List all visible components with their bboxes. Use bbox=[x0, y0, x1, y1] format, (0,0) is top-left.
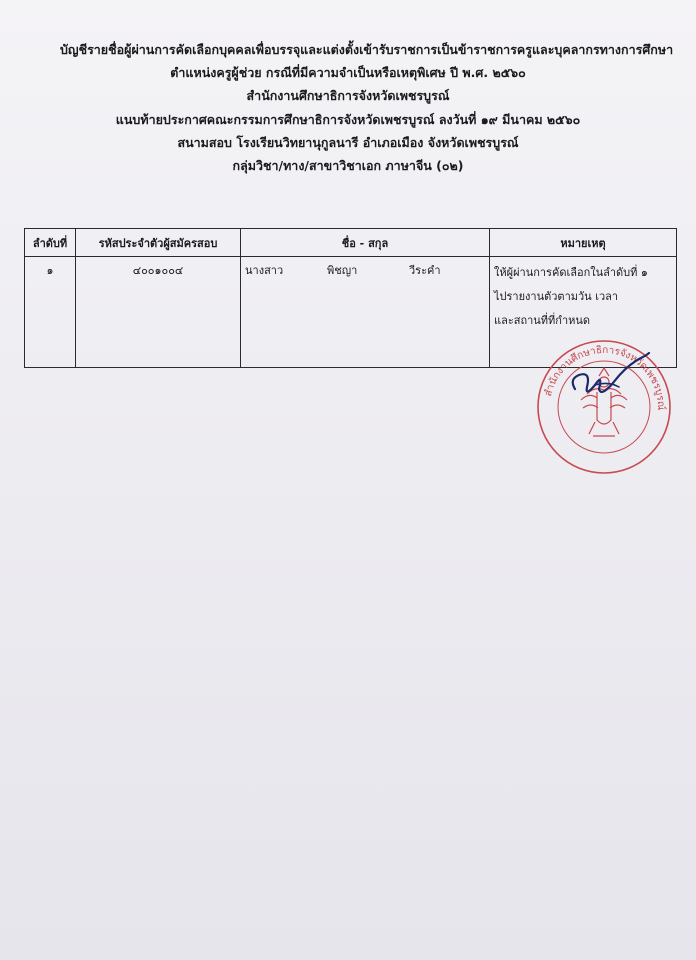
last-name: วีระคำ bbox=[409, 264, 441, 277]
first-name: พิชญา bbox=[327, 264, 358, 277]
seal-lettering: สำนักงานศึกษาธิการจังหวัดเพชรบูรณ์ bbox=[542, 344, 667, 411]
header-subject-group: กลุ่มวิชา/ทาง/สาขาวิชาเอก ภาษาจีน (๐๒) bbox=[232, 158, 464, 174]
header-position: ตำแหน่งครูผู้ช่วย กรณีที่มีความจำเป็นหรือเหตุพิเศษ ปี พ.ศ. ๒๕๖๐ bbox=[170, 65, 526, 81]
header-title: บัญชีรายชื่อผู้ผ่านการคัดเลือกบุคคลเพื่อบรรจุและแต่งตั้งเข้ารับราชการเป็นข้าราชการครูและบุคลากรทางการศึกษา bbox=[60, 42, 674, 57]
header-code: รหัสประจำตัวผู้สมัครสอบ bbox=[76, 229, 241, 257]
signature-icon bbox=[565, 345, 665, 405]
header-seq: ลำดับที่ bbox=[25, 229, 76, 257]
table-header-row bbox=[25, 229, 677, 257]
document-header bbox=[0, 38, 696, 177]
cell-full-name bbox=[241, 257, 490, 368]
header-remark: หมายเหตุ bbox=[490, 229, 677, 257]
header-name: ชื่อ - สกุล bbox=[241, 229, 490, 257]
cell-seq: ๑ bbox=[25, 257, 76, 368]
name-title: นางสาว bbox=[245, 264, 284, 277]
remark-line: และสถานที่ที่กำหนด bbox=[494, 314, 591, 327]
header-exam-venue: สนามสอบ โรงเรียนวิทยานุกูลนารี อำเภอเมือง จังหวัดเพชรบูรณ์ bbox=[177, 134, 519, 150]
remark-line: ให้ผู้ผ่านการคัดเลือกในลำดับที่ ๑ bbox=[494, 266, 648, 279]
header-office: สำนักงานศึกษาธิการจังหวัดเพชรบูรณ์ bbox=[246, 88, 450, 104]
remark-line: ไปรายงานตัวตามวัน เวลา bbox=[494, 290, 619, 303]
cell-applicant-code: ๔๐๐๑๐๐๔ bbox=[76, 257, 241, 368]
header-announcement: แนบท้ายประกาศคณะกรรมการศึกษาธิการจังหวัดเพชรบูรณ์ ลงวันที่ ๑๙ มีนาคม ๒๕๖๐ bbox=[115, 111, 581, 127]
